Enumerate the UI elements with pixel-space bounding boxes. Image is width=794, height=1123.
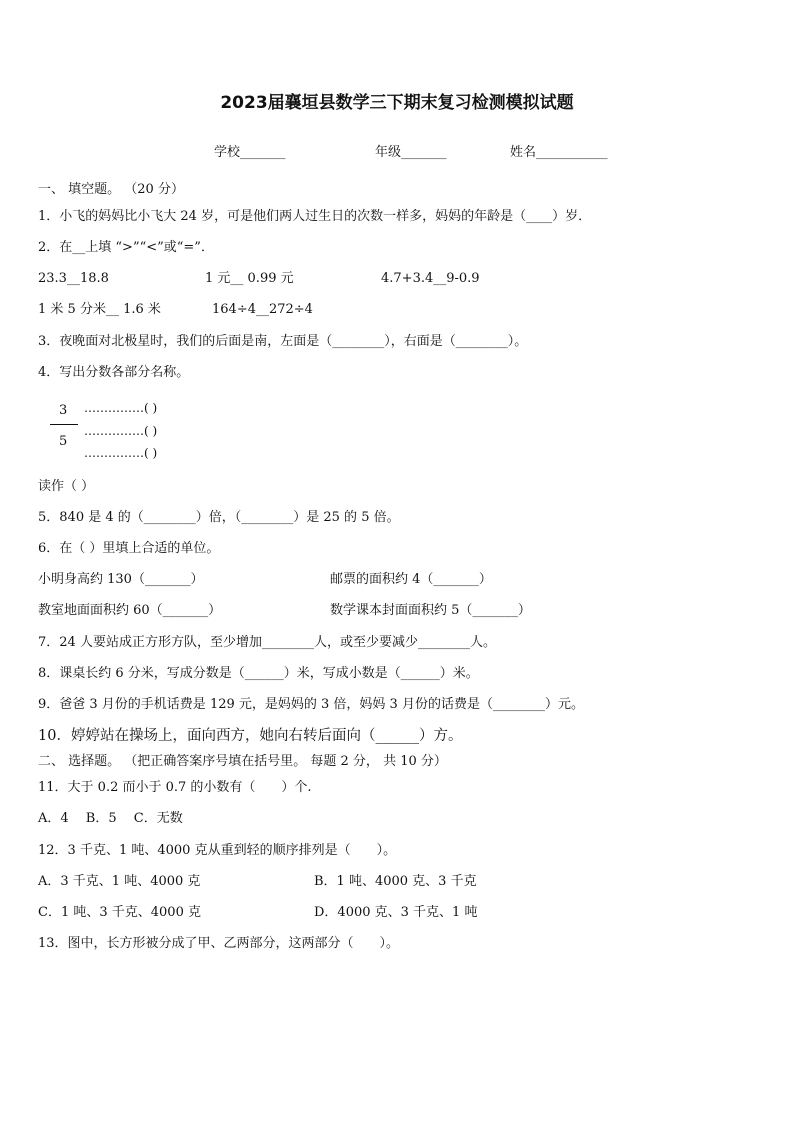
fraction-part-line-2: ……………( ) bbox=[84, 424, 158, 438]
q6-item-4: 数学课本封面面积约 5（_______） bbox=[330, 603, 531, 618]
q12-option-c: C．1 吨、3 千克、4000 克 bbox=[38, 905, 201, 920]
question-8: 8．课桌长约 6 分米，写成分数是（______）米，写成小数是（______）米。 bbox=[38, 666, 479, 681]
question-3: 3．夜晚面对北极星时，我们的后面是南，左面是（________），右面是（________）。 bbox=[38, 334, 528, 349]
fraction-numerator: 3 bbox=[59, 403, 68, 418]
grade-field: 年级_______ bbox=[375, 145, 447, 160]
q6-item-2: 邮票的面积约 4（_______） bbox=[330, 572, 492, 587]
name-field: 姓名___________ bbox=[510, 145, 608, 160]
fraction-part-line-1: ……………( ) bbox=[84, 401, 158, 415]
section-heading-fill-in: 一、 填空题。 （20 分） bbox=[38, 182, 184, 197]
fraction-part-line-3: ……………( ) bbox=[84, 446, 158, 460]
question-9: 9．爸爸 3 月份的手机话费是 129 元，是妈妈的 3 倍，妈妈 3 月份的话费是（________）元。 bbox=[38, 697, 584, 712]
question-11: 11．大于 0.2 而小于 0.7 的小数有（ ）个. bbox=[38, 780, 312, 795]
q2-item-1: 23.3__18.8 bbox=[38, 271, 109, 286]
question-11-options: A．4 B．5 C．无数 bbox=[38, 811, 183, 826]
question-4: 4．写出分数各部分名称。 bbox=[38, 365, 190, 380]
q6-item-3: 教室地面面积约 60（_______） bbox=[38, 603, 222, 618]
q2-item-4: 1 米 5 分米__ 1.6 米 bbox=[38, 302, 161, 317]
fraction-denominator: 5 bbox=[59, 434, 68, 449]
q2-item-5: 164÷4__272÷4 bbox=[212, 302, 313, 317]
page-title: 2023届襄垣县数学三下期末复习检测模拟试题 bbox=[220, 93, 574, 113]
question-12: 12．3 千克、1 吨、4000 克从重到轻的顺序排列是（ ）。 bbox=[38, 843, 397, 858]
q12-option-a: A．3 千克、1 吨、4000 克 bbox=[38, 874, 201, 889]
question-6: 6．在（ ）里填上合适的单位。 bbox=[38, 541, 220, 556]
school-field: 学校_______ bbox=[214, 145, 286, 160]
q12-option-d: D．4000 克、3 千克、1 吨 bbox=[314, 905, 478, 920]
question-10: 10．婷婷站在操场上，面向西方，她向右转后面向（______）方。 bbox=[38, 728, 463, 744]
q12-option-b: B．1 吨、4000 克、3 千克 bbox=[314, 874, 477, 889]
fraction-bar bbox=[50, 424, 78, 425]
q2-item-3: 4.7+3.4__9-0.9 bbox=[381, 271, 480, 286]
q2-item-2: 1 元__ 0.99 元 bbox=[205, 271, 294, 286]
section-heading-choice: 二、 选择题。 （把正确答案序号填在括号里。 每题 2 分， 共 10 分） bbox=[38, 754, 447, 769]
question-2: 2．在__上填 “>”“<”或“=”． bbox=[38, 240, 214, 255]
question-1: 1．小飞的妈妈比小飞大 24 岁，可是他们两人过生日的次数一样多，妈妈的年龄是（____）岁． bbox=[38, 209, 592, 224]
question-13: 13．图中，长方形被分成了甲、乙两部分，这两部分（ ）。 bbox=[38, 936, 400, 951]
q4-read-as: 读作（ ） bbox=[38, 479, 95, 494]
question-5: 5．840 是 4 的（________）倍，（________）是 25 的 5 倍。 bbox=[38, 510, 400, 525]
q6-item-1: 小明身高约 130（_______） bbox=[38, 572, 204, 587]
question-7: 7．24 人要站成正方形方队，至少增加________人，或至少要减少________人。 bbox=[38, 635, 496, 650]
